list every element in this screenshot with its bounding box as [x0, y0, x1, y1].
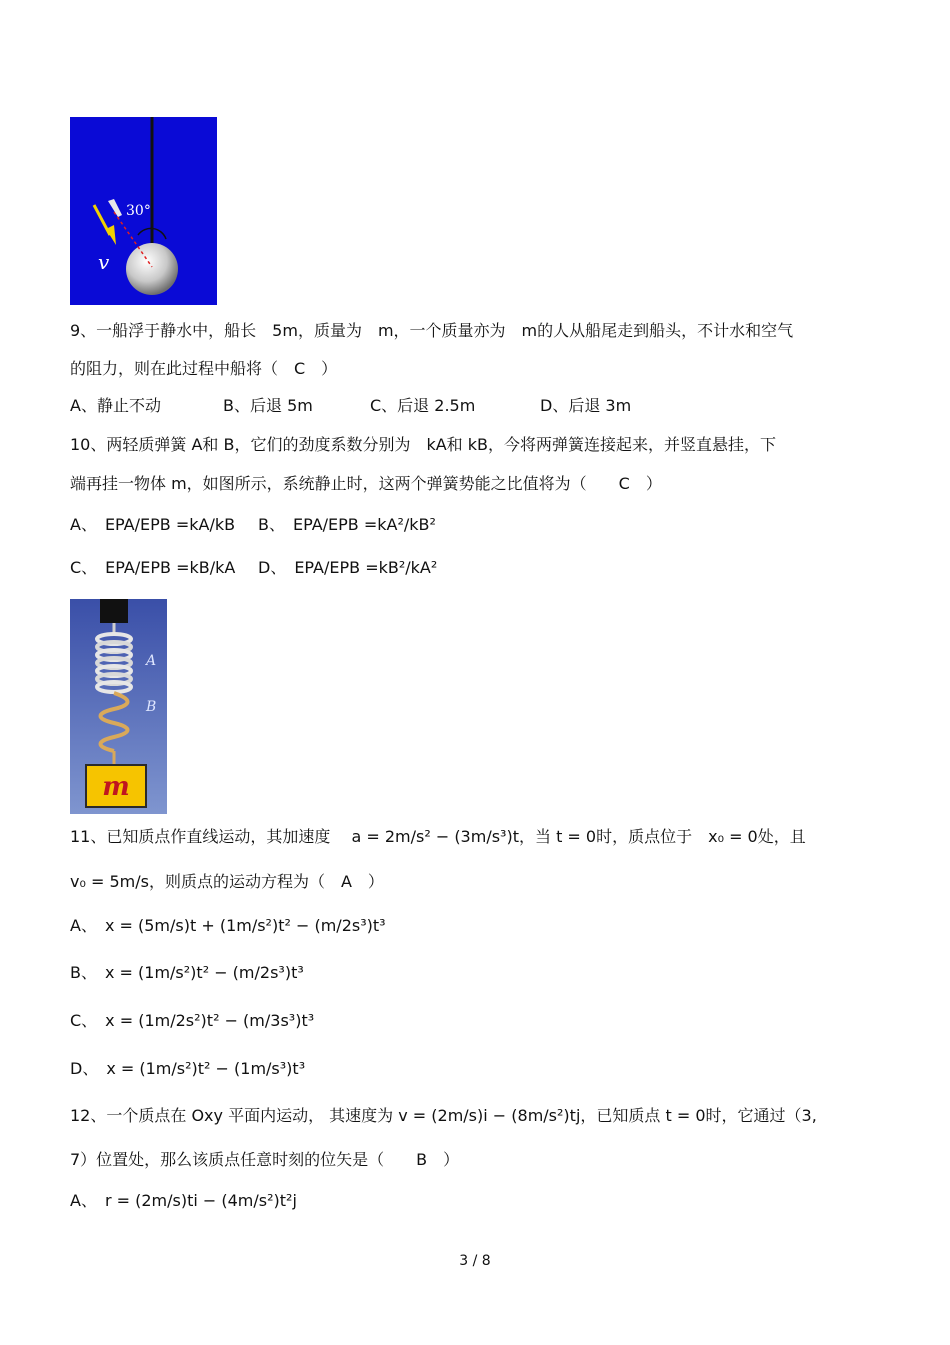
pendulum-ball: [126, 243, 178, 295]
q9-option-d: D、后退 3m: [540, 396, 632, 415]
q9-option-c: C、后退 2.5m: [370, 396, 476, 415]
mass-label: m: [102, 772, 130, 802]
q12-line1: 12、一个质点在 Oxy 平面内运动， 其速度为 v = (2m/s)i − (8m/s²)tj，已知质点 t = 0时，它通过（3,: [70, 1106, 817, 1125]
q10-line2: 端再挂一物体 m，如图所示，系统静止时，这两个弹簧势能之比值将为（ C ）: [70, 474, 662, 493]
q11-line2: v₀ = 5m/s，则质点的运动方程为（ A ）: [70, 872, 384, 891]
velocity-label: v: [98, 250, 110, 274]
spring-figure: [70, 599, 167, 814]
q9-option-b: B、后退 5m: [223, 396, 313, 415]
q11-option-b: B、 x = (1m/s²)t² − (m/2s³)t³: [70, 963, 304, 982]
spring-a-label: A: [146, 653, 157, 669]
spring-b-label: B: [146, 699, 157, 715]
q10-option-d: D、 EPA/EPB =kB²/kA²: [258, 558, 438, 577]
q12-line2: 7）位置处，那么该质点任意时刻的位矢是（ B ）: [70, 1150, 460, 1169]
q9-line2: 的阻力，则在此过程中船将（ C ）: [70, 359, 338, 378]
q9-option-a: A、静止不动: [70, 396, 161, 415]
q11-option-a: A、 x = (5m/s)t + (1m/s²)t² − (m/2s³)t³: [70, 916, 386, 935]
pendulum-figure: [70, 117, 217, 305]
q10-option-c: C、 EPA/EPB =kB/kA: [70, 558, 236, 577]
q11-line1: 11、已知质点作直线运动，其加速度 a = 2m/s² − (3m/s³)t，当 t = 0时，质点位于 x₀ = 0处，且: [70, 827, 806, 846]
q10-line1: 10、两轻质弹簧 A和 B，它们的劲度系数分别为 kA和 kB，今将两弹簧连接起来，并竖直悬挂，下: [70, 435, 776, 454]
q11-option-d: D、 x = (1m/s²)t² − (1m/s³)t³: [70, 1059, 306, 1078]
q11-option-c: C、 x = (1m/2s²)t² − (m/3s³)t³: [70, 1011, 315, 1030]
q9-line1: 9、一船浮于静水中，船长 5m，质量为 m，一个质量亦为 m的人从船尾走到船头，不计水和空气: [70, 321, 794, 340]
q10-option-a: A、 EPA/EPB =kA/kB: [70, 515, 236, 534]
angle-label: 30°: [126, 203, 151, 219]
page-number: 3 / 8: [459, 1253, 491, 1269]
ceiling-mount: [100, 599, 128, 623]
q12-option-a: A、 r = (2m/s)ti − (4m/s²)t²j: [70, 1191, 297, 1210]
q10-option-b: B、 EPA/EPB =kA²/kB²: [258, 515, 436, 534]
